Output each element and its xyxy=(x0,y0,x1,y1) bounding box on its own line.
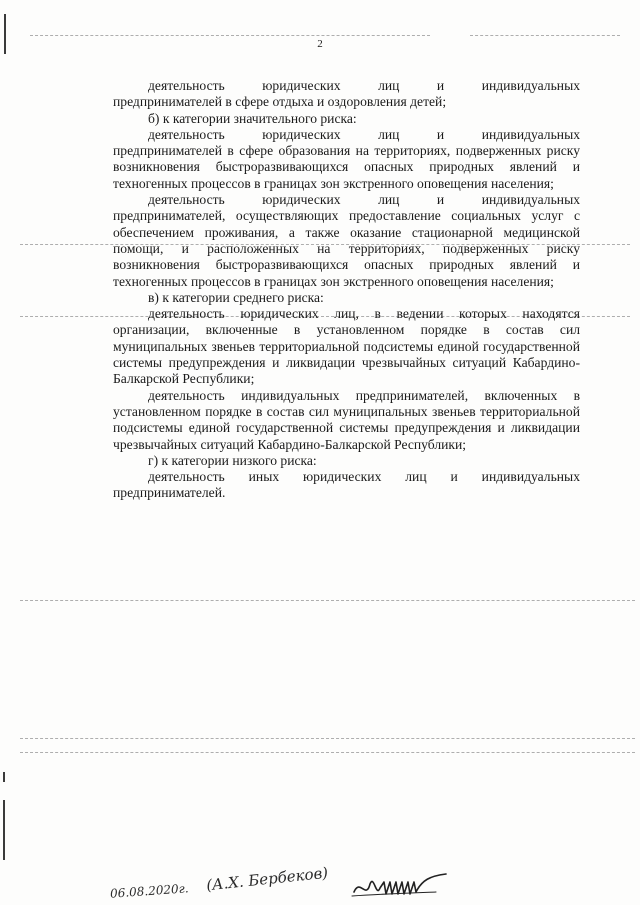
scan-edge-mark xyxy=(3,772,5,782)
paragraph: деятельность юридических лиц и индивидуальных xyxy=(148,126,580,142)
page-number: 2 xyxy=(317,38,323,50)
paragraph: деятельность юридических лиц и индивидуальных xyxy=(148,78,580,93)
scan-line xyxy=(470,35,620,36)
paragraph: деятельность юридических лиц и индивидуальных xyxy=(148,192,580,208)
scan-line xyxy=(20,738,635,739)
handwritten-date: 06.08.2020г. xyxy=(109,881,189,901)
scan-line xyxy=(20,752,635,753)
scan-line xyxy=(20,600,635,601)
paragraph: б) к категории значительного риска: xyxy=(148,110,357,126)
paragraph: предпринимателей, осуществляющих предоставление социальных услуг с обеспечением проживания, а также оказание стационарной медицинской помощи, и расположенных на территориях, подверженных риску возникновения быстроразвивающихся опасных природных явлений и техногенных процессов в границах зон экстренного оповещения населения; xyxy=(113,208,580,289)
signature xyxy=(350,870,460,902)
paragraph: деятельность индивидуальных предпринимателей, включенных в установленном порядке в состав сил муниципальных звеньев территориальной подсистемы единой государственной системы предупреждения и ликвидации чрезвычайных ситуаций Кабардино-Балкарской Республики; xyxy=(113,387,580,452)
scan-line xyxy=(30,35,430,36)
paragraph: деятельность иных юридических лиц и индивидуальных предпринимателей. xyxy=(113,469,580,501)
handwritten-name: (А.Х. Бербеков) xyxy=(205,863,329,895)
paragraph: предпринимателей в сфере отдыха и оздоровления детей; xyxy=(113,94,447,110)
paragraph: в) к категории среднего риска: xyxy=(148,289,324,305)
paragraph: г) к категории низкого риска: xyxy=(148,452,317,468)
scan-edge-mark xyxy=(3,800,5,860)
paragraph: деятельность юридических лиц, в ведении которых находятся организации, включенные в установленном порядке в состав сил муниципальных звеньев территориальной подсистемы единой государственной системы предупреждения и ликвидации чрезвычайных ситуаций Кабардино-Балкарской Республики; xyxy=(113,306,580,387)
paragraph: предпринимателей в сфере образования на территориях, подверженных риску возникновения быстроразвивающихся опасных природных явлений и техногенных процессов в границах зон экстренного оповещения населения; xyxy=(113,143,580,191)
document-body xyxy=(113,78,580,502)
